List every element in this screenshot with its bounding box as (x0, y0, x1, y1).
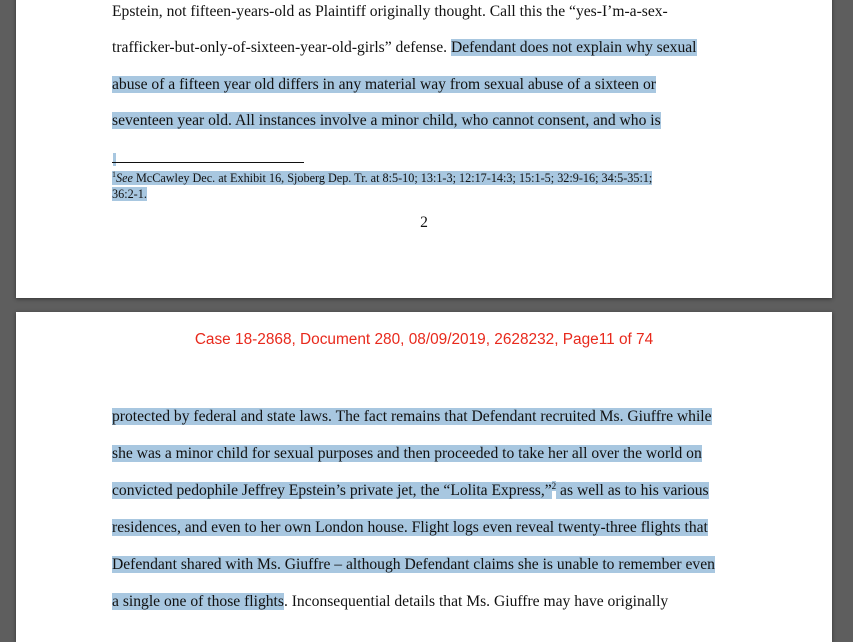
footnote-text: McCawley Dec. at Exhibit 16, Sjoberg Dep. Tr. at 8:5-10; 13:1-3; 12:17-14:3; 15:1-5; 32:9-16; 34:5-35:1; (132, 171, 653, 185)
body-text-line (112, 592, 668, 611)
footnote-line-2 (112, 187, 147, 202)
body-text-line (112, 2, 668, 21)
body-text-line (112, 444, 702, 463)
footnote-line (112, 171, 652, 186)
footnote-text-cont: 36:2-1. (112, 187, 147, 201)
body-text-line (112, 481, 709, 500)
body-text-line (112, 38, 697, 57)
text-run: residences, and even to her own London house. Flight logs even reveal twenty-three flights that (112, 519, 708, 536)
text-run: . Inconsequential details that Ms. Giuffre may have originally (283, 593, 669, 610)
case-header: Case 18-2868, Document 280, 08/09/2019, 2628232, Page11 of 74 (194, 331, 654, 348)
body-text-line (112, 518, 708, 537)
text-run: convicted pedophile Jeffrey Epstein’s private jet, the “Lolita Express,” (112, 482, 552, 499)
page-number: 2 (420, 214, 428, 231)
pdf-page-current (16, 312, 832, 642)
selection-caret (113, 153, 116, 166)
text-run: seventeen year old. All instances involve a minor child, who cannot consent, and who is (112, 112, 661, 129)
footnote-see: See (116, 171, 133, 185)
text-run: Epstein, not fifteen-years-old as Plaintiff originally thought. Call this the “yes-I’m-a-sex- (112, 3, 668, 20)
body-text-line (112, 407, 712, 426)
footnote-number: 1 (112, 169, 116, 179)
text-run: she was a minor child for sexual purposes and then proceeded to take her all over the world on (112, 445, 702, 462)
text-run: trafficker-but-only-of-sixteen-year-old-girls” defense. (112, 39, 451, 56)
text-run: protected by federal and state laws. The fact remains that Defendant recruited Ms. Giuffre while (112, 408, 712, 425)
body-text-line (112, 555, 715, 574)
text-run: Defendant shared with Ms. Giuffre – although Defendant claims she is unable to remember even (112, 556, 715, 573)
text-run: abuse of a fifteen year old differs in any material way from sexual abuse of a sixteen or (112, 76, 656, 93)
footnote-separator (112, 162, 304, 163)
body-text-line (112, 111, 661, 130)
footnote-ref: 2 (551, 480, 557, 491)
text-run: a single one of those flights (112, 593, 284, 610)
text-run: as well as to his various (556, 482, 709, 499)
body-text-line (112, 75, 656, 94)
text-run: Defendant does not explain why sexual (450, 39, 697, 56)
pdf-page-previous (16, 0, 832, 298)
